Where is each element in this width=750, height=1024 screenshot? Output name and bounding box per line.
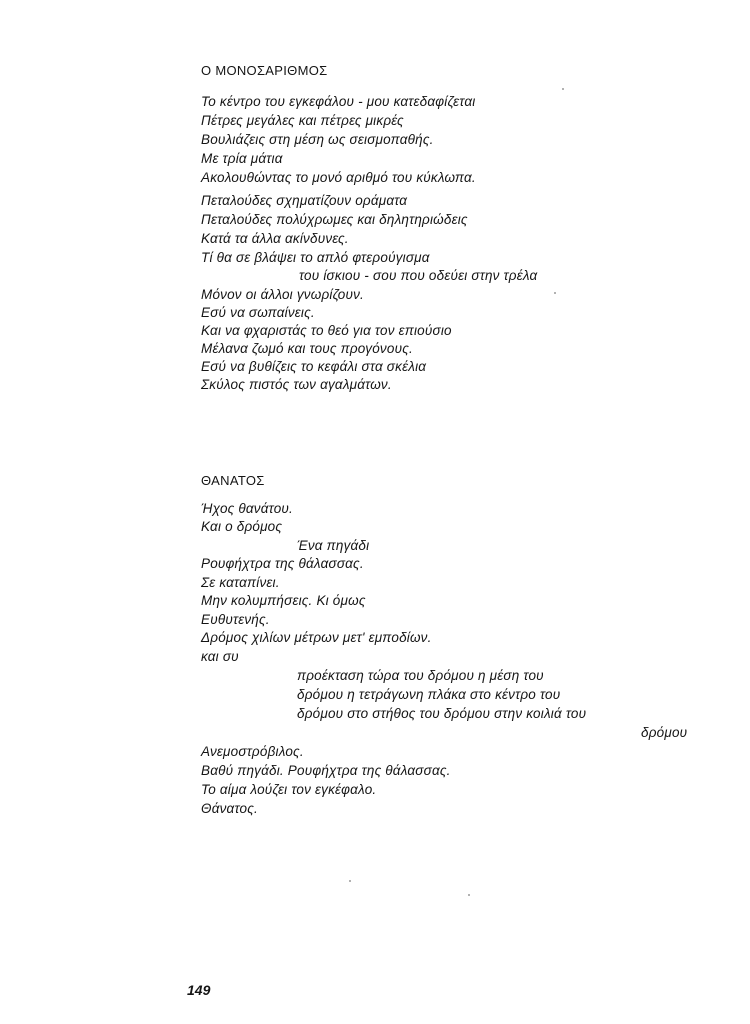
poem-line: Με τρία μάτια bbox=[201, 151, 283, 166]
poem-line: και συ bbox=[201, 649, 239, 664]
poem-line: Βουλιάζεις στη μέση ως σεισμοπαθής. bbox=[201, 132, 434, 147]
poem-line: Εσύ να σωπαίνεις. bbox=[201, 305, 315, 320]
poem-line-indented: δρόμου στο στήθος του δρόμου στην κοιλιά του bbox=[297, 706, 587, 721]
poem-line: Το κέντρο του εγκεφάλου - μου κατεδαφίζεται bbox=[201, 94, 476, 109]
poem-line: Ρουφήχτρα της θάλασσας. bbox=[201, 556, 364, 571]
scan-speck bbox=[562, 88, 564, 90]
poem-line-right: δρόμου bbox=[641, 725, 688, 740]
scan-speck bbox=[349, 880, 351, 882]
poem-line: Κατά τα άλλα ακίνδυνες. bbox=[201, 231, 349, 246]
poem-line: Πέτρες μεγάλες και πέτρες μικρές bbox=[201, 113, 404, 128]
poem-line: Δρόμος χιλίων μέτρων μετ' εμποδίων. bbox=[201, 630, 432, 645]
poem-line-indented: του ίσκιου - σου που οδεύει στην τρέλα bbox=[299, 268, 538, 283]
poem-line: Πεταλούδες σχηματίζουν οράματα bbox=[201, 193, 408, 208]
poem-line-indented: προέκταση τώρα του δρόμου η μέση του bbox=[297, 668, 544, 683]
poem-line: Πεταλούδες πολύχρωμες και δηλητηριώδεις bbox=[201, 212, 468, 227]
scan-speck bbox=[554, 292, 556, 294]
poem-line: Και να φχαριστάς το θεό για τον επιούσιο bbox=[201, 323, 452, 338]
poem-line: Μέλανα ζωμό και τους προγόνους. bbox=[201, 341, 413, 356]
poem-title: ΘΑΝΑΤΟΣ bbox=[201, 473, 265, 488]
poem-line: Ευθυτενής. bbox=[201, 612, 270, 627]
poem-line-indented: δρόμου η τετράγωνη πλάκα στο κέντρο του bbox=[297, 687, 561, 702]
poem-line: Εσύ να βυθίζεις το κεφάλι στα σκέλια bbox=[201, 359, 427, 374]
poem-line: Ακολουθώντας το μονό αριθμό του κύκλωπα. bbox=[201, 170, 476, 185]
poem-line: Ανεμοστρόβιλος. bbox=[201, 744, 304, 759]
poem-line: Και ο δρόμος bbox=[201, 519, 283, 534]
poem-line: Σκύλος πιστός των αγαλμάτων. bbox=[201, 377, 392, 392]
poem-line-indented: Ένα πηγάδι bbox=[297, 538, 370, 553]
poem-line: Θάνατος. bbox=[201, 801, 258, 816]
poem-line: Σε καταπίνει. bbox=[201, 575, 280, 590]
poem-line: Βαθύ πηγάδι. Ρουφήχτρα της θάλασσας. bbox=[201, 763, 451, 778]
poem-title: Ο ΜΟΝΟΣΑΡΙΘΜΟΣ bbox=[201, 63, 328, 78]
poem-line: Το αίμα λούζει τον εγκέφαλο. bbox=[201, 782, 377, 797]
scan-speck bbox=[468, 894, 470, 896]
poem-line: Ήχος θανάτου. bbox=[201, 501, 293, 516]
poem-line: Τί θα σε βλάψει το απλό φτερούγισμα bbox=[201, 250, 430, 265]
poem-line: Μην κολυμπήσεις. Κι όμως bbox=[201, 593, 366, 608]
poem-line: Μόνον οι άλλοι γνωρίζουν. bbox=[201, 287, 364, 302]
page-number: 149 bbox=[187, 982, 211, 998]
